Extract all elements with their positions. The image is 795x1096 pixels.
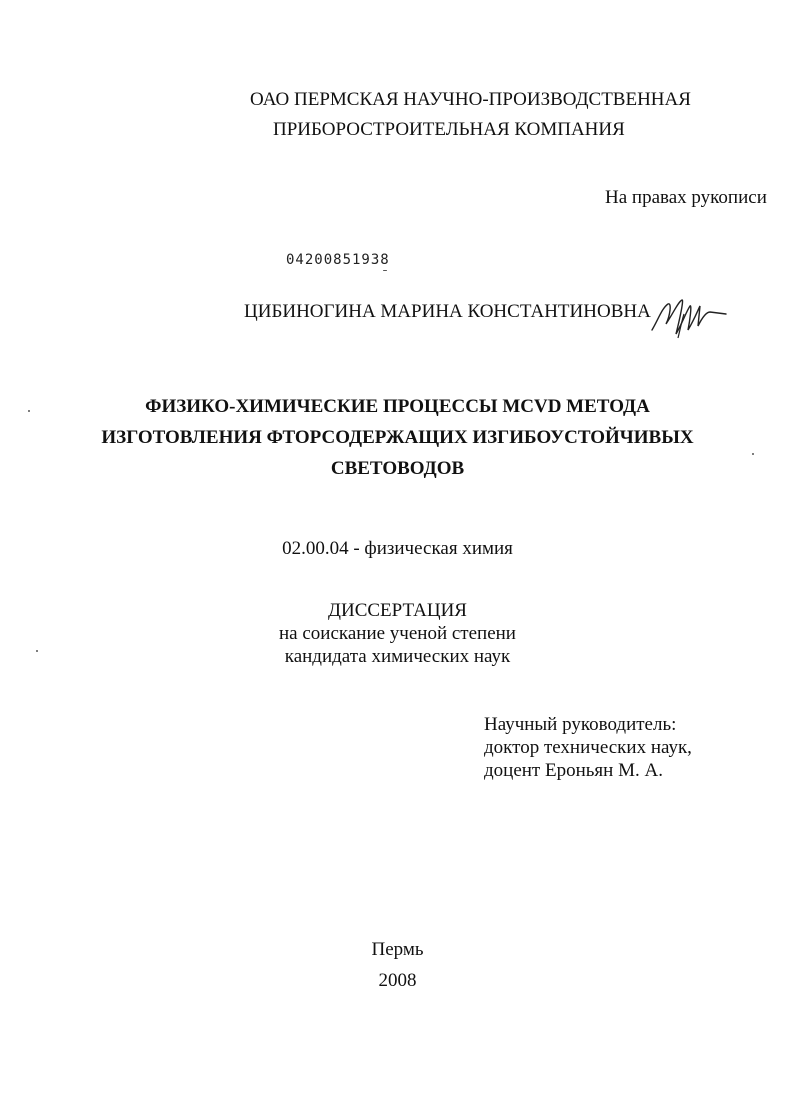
organization-line-2: ПРИБОРОСТРОИТЕЛЬНАЯ КОМПАНИЯ (273, 119, 625, 140)
year: 2008 (378, 970, 417, 991)
scan-speck (752, 453, 754, 455)
scan-speck (383, 270, 387, 271)
supervisor-name: доцент Ероньян М. А. (484, 760, 663, 781)
catalog-number: 04200851938 (286, 252, 390, 268)
specialty-code: 02.00.04 - физическая химия (282, 538, 513, 559)
scan-speck (36, 650, 38, 652)
supervisor-degree: доктор технических наук, (484, 737, 692, 758)
scan-speck (28, 410, 30, 412)
manuscript-note: На правах рукописи (605, 187, 767, 208)
title-line-2: ИЗГОТОВЛЕНИЯ ФТОРСОДЕРЖАЩИХ ИЗГИБОУСТОЙЧИВЫХ (101, 427, 694, 448)
degree-line-2: кандидата химических наук (284, 646, 511, 667)
supervisor-label: Научный руководитель: (484, 714, 677, 735)
author-name: ЦИБИНОГИНА МАРИНА КОНСТАНТИНОВНА (244, 301, 651, 322)
title-line-3: СВЕТОВОДОВ (330, 458, 465, 479)
organization-line-1: ОАО ПЕРМСКАЯ НАУЧНО-ПРОИЗВОДСТВЕННАЯ (250, 89, 691, 110)
document-type: ДИССЕРТАЦИЯ (328, 600, 467, 621)
city: Пермь (371, 939, 424, 960)
author-signature (648, 290, 730, 345)
title-line-1: ФИЗИКО-ХИМИЧЕСКИЕ ПРОЦЕССЫ MCVD МЕТОДА (145, 396, 650, 417)
degree-line-1: на соискание ученой степени (279, 623, 516, 644)
